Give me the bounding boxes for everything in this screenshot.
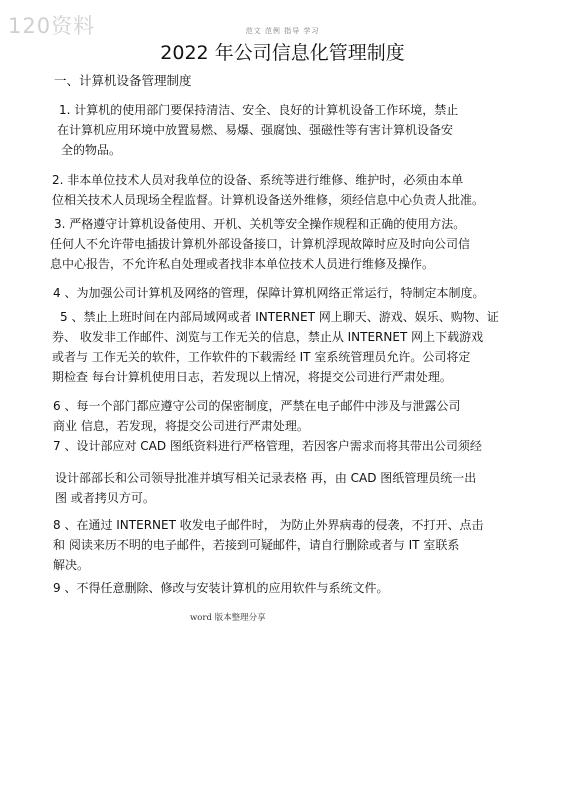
paragraph-line: 6 、每一个部门都应遵守公司的保密制度，严禁在电子邮件中涉及与泄露公司 <box>53 399 461 413</box>
paragraph-line: 券、 收发非工作邮件、浏览与工作无关的信息，禁止从 INTERNET 网上下载游戏 <box>52 330 484 344</box>
section-heading: 一、计算机设备管理制度 <box>54 73 192 88</box>
paragraph-line: 9 、不得任意删除、修改与安装计算机的应用软件与系统文件。 <box>53 581 389 595</box>
paragraph-line: 图 或者拷贝方可。 <box>55 491 155 505</box>
paragraph-line: 期检查 每台计算机使用日志，若发现以上情况，将提交公司进行严肃处理。 <box>52 370 452 384</box>
paragraph-line: 1. 计算机的使用部门要保持清洁、安全、良好的计算机设备工作环境，禁止 <box>59 103 459 117</box>
paragraph-line: 3. 严格遵守计算机设备使用、开机、关机等安全操作规程和正确的使用方法。 <box>54 217 466 231</box>
paragraph-line: 2. 非本单位技术人员对我单位的设备、系统等进行维修、维护时，必须由本单 <box>52 173 464 187</box>
paragraph-line: 息中心报告，不允许私自处理或者找非本单位技术人员进行维修及操作。 <box>50 257 435 271</box>
paragraph-2 <box>52 170 484 210</box>
paragraph-line: 任何人不允许带电插拔计算机外部设备接口，计算机浮现故障时应及时向公司信 <box>50 237 471 251</box>
paragraph-5 <box>52 307 499 387</box>
paragraph-line: 商业 信息，若发现，将提交公司进行严肃处理。 <box>53 419 309 433</box>
paragraph-line: 和 阅读来历不明的电子邮件，若接到可疑邮件，请自行删除或者与 IT 室联系 <box>53 538 460 552</box>
paragraph-line: 设计部部长和公司领导批准并填写相关记录表格 再，由 CAD 图纸管理员统一出 <box>55 471 477 485</box>
paragraph-6 <box>53 396 460 436</box>
paragraph-1 <box>57 100 458 160</box>
paragraph-line: 5 、禁止上班时间在内部局域网或者 INTERNET 网上聊天、游戏、娱乐、购物、证 <box>60 310 499 324</box>
paragraph-4 <box>53 283 484 303</box>
paragraph-8 <box>53 515 484 575</box>
paragraph-line: 7 、设计部应对 CAD 图纸资料进行严格管理，若因客户需求而将其带出公司须经 <box>53 439 482 453</box>
paragraph-9 <box>53 578 388 598</box>
paragraph-line: 在计算机应用环境中放置易燃、易爆、强腐蚀、强磁性等有害计算机设备安 <box>57 123 454 137</box>
paragraph-line: 全的物品。 <box>61 143 122 157</box>
paragraph-3 <box>50 214 470 274</box>
header-note: 范文 范例 指导 学习 <box>245 27 320 35</box>
paragraph-line: 8 、在通过 INTERNET 收发电子邮件时， 为防止外界病毒的侵袭，不打开、点击 <box>53 518 484 532</box>
paragraph-line: 或者与 工作无关的软件，工作软件的下载需经 IT 室系统管理员允许。公司将定 <box>52 350 471 364</box>
paragraph-line: 解决。 <box>53 558 90 572</box>
page-title: 2022 年公司信息化管理制度 <box>160 42 405 64</box>
footer-note: word 版本整理分享 <box>190 613 266 623</box>
paragraph-7 <box>53 436 482 456</box>
paragraph-7-continued <box>55 468 476 508</box>
watermark: 120资料 <box>8 14 96 38</box>
paragraph-line: 4 、为加强公司计算机及网络的管理，保障计算机网络正常运行，特制定本制度。 <box>53 286 485 300</box>
paragraph-line: 位相关技术人员现场全程监督。计算机设备送外维修，须经信息中心负责人批准。 <box>52 193 485 207</box>
